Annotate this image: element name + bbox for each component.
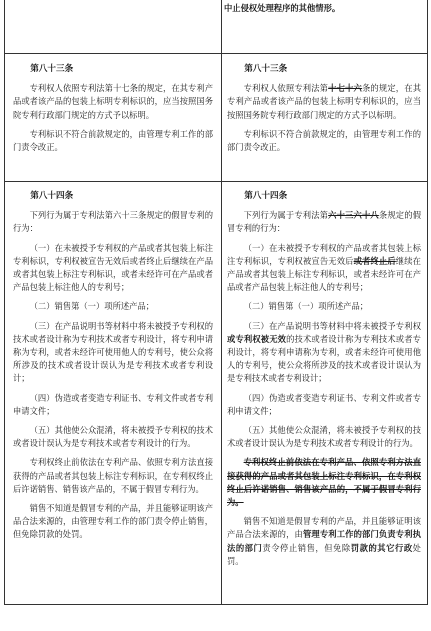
article-heading: 第八十四条 <box>244 191 288 201</box>
list-item: （四）伪造或者变造专利证书、专利文件或者专利申请文件； <box>227 392 421 416</box>
text: 专利权人依照专利法第 <box>243 83 329 94</box>
paragraph: 专利标识不符合前款规定的，由管理专利工作的部门责令改正。 <box>227 128 421 153</box>
inserted-text: 或专利权被无效 <box>227 333 287 344</box>
paragraph: 专利权人依照专利法第十七条的规定，在其专利产品或者该产品的包装上标明专利标识的，应当按照国务院专利行政部门规定的方式予以标明。 <box>13 83 213 120</box>
comparison-table <box>4 0 428 605</box>
inserted-text: 管理专利工作的部门负责专利执法的部门 <box>227 529 421 553</box>
paragraph: 下列行为属于专利法第六十三条规定的假冒专利的行为： <box>13 210 213 234</box>
text: 条的规定，在其专利产品或者该产品的包装上标明专利标识的，应当按照国务院专利行政部门规定的方式予以标明。 <box>227 83 421 120</box>
column-divider <box>221 0 222 604</box>
paragraph <box>227 82 421 122</box>
text: 条规定的假冒专利的行为： <box>227 210 421 234</box>
list-item <box>227 242 421 295</box>
row-divider <box>5 53 427 54</box>
paragraph <box>227 209 421 235</box>
deleted-text: 六十三六十八 <box>328 210 379 221</box>
deleted-text: 或者终止后 <box>353 255 396 266</box>
text: 下列行为属于专利法第 <box>243 210 329 221</box>
text: 销售不知道是假冒专利的产品，并且能够证明该产品合法来源的，由 <box>227 516 421 540</box>
art83-left-cell <box>13 63 213 154</box>
list-item: （三）在产品说明书等材料中将未被授予专利权的技术或者设计称为专利技术或者专利设计，将专利申请称为专利，或者未经许可使用他人的专利号，使公众将所涉及的技术或者设计误认为是专利技术或者专利设计； <box>13 320 213 384</box>
article-heading: 第八十四条 <box>30 191 74 201</box>
inserted-text: 罚款的其它行政 <box>350 542 413 553</box>
top-right-cell <box>224 2 420 15</box>
list-item: （五）其他使公众混淆，将未被授予专利权的技术或者设计误认为是专利技术或者专利设计的行为。 <box>13 425 213 449</box>
text: （三）在产品说明书等材料中将未被授予专利权 <box>243 320 421 331</box>
list-item: （五）其他使公众混淆，将未被授予专利权的技术或者设计误认为是专利技术或者专利设计的行为。 <box>227 425 421 449</box>
text: 的技术或者设计称为专利技术或者专利设计，将专利申请称为专利，或者未经许可使用他人的专利号，使公众将所涉及的技术或者设计误认为是专利技术或者专利设计； <box>227 333 421 384</box>
paragraph: 销售不知道是假冒专利的产品，并且能够证明该产品合法来源的，由管理专利工作的部门责令停止销售，但免除罚款的处罚。 <box>13 503 213 540</box>
paragraph: 专利标识不符合前款规定的，由管理专利工作的部门责令改正。 <box>13 128 213 153</box>
art83-right-cell <box>227 63 421 154</box>
list-item <box>227 320 421 386</box>
art84-left-cell <box>13 190 213 542</box>
article-heading: 第八十三条 <box>30 64 74 74</box>
paragraph: 专利权终止前依法在专利产品、依照专利方法直接获得的产品或者其包装上标注专利标识，在专利权终止后许诺销售、销售该产品的，不属于假冒专利行为。 <box>13 457 213 494</box>
text: 继续在产品或者其包装上标注专利标识，或者未经许可在产品或者产品包装上标注他人的专利号； <box>227 255 421 293</box>
text: （一）在未被授予专利权的产品或者其包装上标注专利标识，专利权被宣告无效后 <box>227 242 421 266</box>
text: 责令停止销售，但免除 <box>262 542 351 553</box>
deleted-paragraph: 专利权终止前依法在专利产品、依照专利方法直接获得的产品或者其包装上标注专利标识，在专利权终止后许诺销售、销售该产品的，不属于假冒专利行为。 <box>227 457 421 508</box>
list-item: （四）伪造或者变造专利证书、专利文件或者专利申请文件； <box>13 392 213 416</box>
paragraph <box>227 515 421 568</box>
list-item: （二）销售第（一）项所述产品； <box>29 301 155 312</box>
list-item: （二）销售第（一）项所述产品； <box>243 301 369 312</box>
list-item: （一）在未被授予专利权的产品或者其包装上标注专利标识，专利权被宣告无效后或者终止后继续在产品或者其包装上标注专利标识，或者未经许可在产品或者产品包装上标注他人的专利号； <box>13 242 213 293</box>
row-divider <box>5 181 427 182</box>
article-heading: 第八十三条 <box>244 64 288 74</box>
text: 处罚。 <box>227 542 421 566</box>
deleted-text: 十七十六 <box>328 83 362 94</box>
art84-right-cell <box>227 190 421 568</box>
continuation-text: 中止侵权处理程序的其他情形。 <box>224 3 341 13</box>
